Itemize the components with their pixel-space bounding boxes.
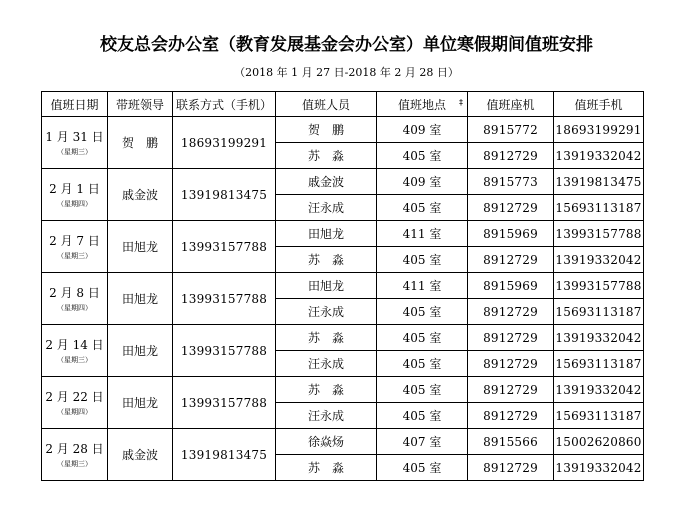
table-row <box>42 117 644 143</box>
leader-phone: 13993157788 <box>173 325 276 377</box>
desk-phone: 8912729 <box>468 351 554 377</box>
leader-phone: 13993157788 <box>173 221 276 273</box>
header-leader: 带班领导 <box>108 92 173 117</box>
staff-name: 汪永成 <box>276 403 377 429</box>
leader-name: 田旭龙 <box>108 221 173 273</box>
staff-name: 田旭龙 <box>276 221 377 247</box>
leader-name: 田旭龙 <box>108 325 173 377</box>
duty-date: 2 月 1 日 <box>49 181 100 196</box>
duty-mobile: 18693199291 <box>554 117 644 143</box>
desk-phone: 8912729 <box>468 143 554 169</box>
header-desk-phone: 值班座机 <box>468 92 554 117</box>
duty-date: 2 月 7 日 <box>49 233 100 248</box>
duty-location: 405 室 <box>377 247 468 273</box>
duty-mobile: 13993157788 <box>554 221 644 247</box>
duty-location: 405 室 <box>377 195 468 221</box>
duty-weekday: （星期四） <box>57 199 92 208</box>
leader-name: 田旭龙 <box>108 377 173 429</box>
document-title: 校友总会办公室（教育发展基金会办公室）单位寒假期间值班安排 <box>100 35 593 55</box>
staff-name: 汪永成 <box>276 195 377 221</box>
duty-weekday: （星期三） <box>57 355 92 364</box>
duty-mobile: 15693113187 <box>554 351 644 377</box>
duty-location: 405 室 <box>377 299 468 325</box>
duty-mobile: 15693113187 <box>554 195 644 221</box>
leader-phone: 18693199291 <box>173 117 276 169</box>
staff-name: 徐焱炀 <box>276 429 377 455</box>
desk-phone: 8912729 <box>468 299 554 325</box>
header-location-mark: ‡ <box>459 98 463 107</box>
table-row <box>42 377 644 403</box>
table-row <box>42 221 644 247</box>
leader-name: 贺 鹏 <box>108 117 173 169</box>
staff-name: 苏 淼 <box>276 455 377 481</box>
duty-location: 405 室 <box>377 377 468 403</box>
header-mobile: 值班手机 <box>554 92 644 117</box>
duty-roster-table <box>41 91 644 481</box>
leader-name: 戚金波 <box>108 429 173 481</box>
duty-date-cell <box>42 429 108 481</box>
leader-phone: 13919813475 <box>173 429 276 481</box>
desk-phone: 8912729 <box>468 325 554 351</box>
document-date-range: （2018 年 1 月 27 日-2018 年 2 月 28 日） <box>234 66 459 79</box>
duty-date-cell <box>42 117 108 169</box>
staff-name: 苏 淼 <box>276 143 377 169</box>
header-staff: 值班人员 <box>276 92 377 117</box>
duty-weekday: （星期三） <box>57 147 92 156</box>
desk-phone: 8915969 <box>468 221 554 247</box>
duty-weekday: （星期四） <box>57 407 92 416</box>
duty-location: 405 室 <box>377 325 468 351</box>
leader-name: 戚金波 <box>108 169 173 221</box>
duty-date: 2 月 22 日 <box>45 389 104 404</box>
desk-phone: 8912729 <box>468 455 554 481</box>
duty-mobile: 13993157788 <box>554 273 644 299</box>
duty-date: 1 月 31 日 <box>45 129 104 144</box>
duty-date: 2 月 8 日 <box>49 285 100 300</box>
duty-mobile: 15693113187 <box>554 403 644 429</box>
duty-location: 411 室 <box>377 273 468 299</box>
duty-date-cell <box>42 221 108 273</box>
table-row <box>42 325 644 351</box>
duty-mobile: 15693113187 <box>554 299 644 325</box>
header-location <box>377 92 468 117</box>
duty-weekday: （星期三） <box>57 459 92 468</box>
table-row <box>42 169 644 195</box>
duty-mobile: 13919332042 <box>554 455 644 481</box>
staff-name: 苏 淼 <box>276 247 377 273</box>
table-row <box>42 273 644 299</box>
staff-name: 汪永成 <box>276 351 377 377</box>
duty-mobile: 15002620860 <box>554 429 644 455</box>
duty-date-cell <box>42 169 108 221</box>
leader-name: 田旭龙 <box>108 273 173 325</box>
table-row <box>42 429 644 455</box>
desk-phone: 8912729 <box>468 377 554 403</box>
duty-location: 405 室 <box>377 403 468 429</box>
staff-name: 苏 淼 <box>276 325 377 351</box>
desk-phone: 8915969 <box>468 273 554 299</box>
header-leader-phone: 联系方式（手机） <box>173 92 276 117</box>
desk-phone: 8915566 <box>468 429 554 455</box>
header-date: 值班日期 <box>42 92 108 117</box>
duty-date: 2 月 28 日 <box>45 441 104 456</box>
duty-location: 405 室 <box>377 143 468 169</box>
leader-phone: 13993157788 <box>173 377 276 429</box>
staff-name: 戚金波 <box>276 169 377 195</box>
duty-date-cell <box>42 377 108 429</box>
duty-location: 405 室 <box>377 351 468 377</box>
desk-phone: 8912729 <box>468 195 554 221</box>
table-body <box>42 117 644 481</box>
staff-name: 田旭龙 <box>276 273 377 299</box>
duty-location: 407 室 <box>377 429 468 455</box>
duty-location: 411 室 <box>377 221 468 247</box>
staff-name: 苏 淼 <box>276 377 377 403</box>
duty-date-cell <box>42 325 108 377</box>
duty-date-cell <box>42 273 108 325</box>
duty-mobile: 13919332042 <box>554 377 644 403</box>
duty-mobile: 13919332042 <box>554 247 644 273</box>
duty-weekday: （星期四） <box>57 303 92 312</box>
table-header-row <box>42 92 644 117</box>
duty-mobile: 13919813475 <box>554 169 644 195</box>
duty-weekday: （星期三） <box>57 251 92 260</box>
duty-location: 409 室 <box>377 169 468 195</box>
desk-phone: 8912729 <box>468 403 554 429</box>
desk-phone: 8912729 <box>468 247 554 273</box>
duty-date: 2 月 14 日 <box>45 337 104 352</box>
duty-location: 409 室 <box>377 117 468 143</box>
staff-name: 贺 鹏 <box>276 117 377 143</box>
header-location-label: 值班地点 <box>397 97 446 112</box>
duty-location: 405 室 <box>377 455 468 481</box>
desk-phone: 8915772 <box>468 117 554 143</box>
leader-phone: 13993157788 <box>173 273 276 325</box>
leader-phone: 13919813475 <box>173 169 276 221</box>
staff-name: 汪永成 <box>276 299 377 325</box>
duty-mobile: 13919332042 <box>554 325 644 351</box>
desk-phone: 8915773 <box>468 169 554 195</box>
duty-mobile: 13919332042 <box>554 143 644 169</box>
